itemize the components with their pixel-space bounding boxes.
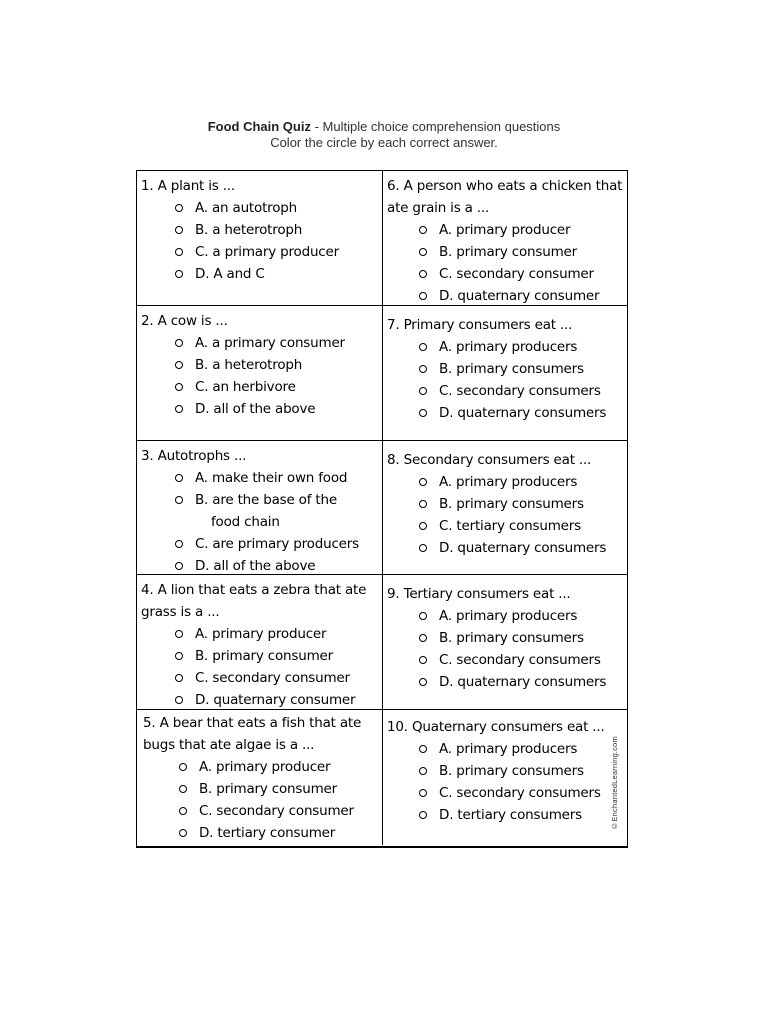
option-label: B. primary consumers bbox=[439, 630, 584, 646]
empty-circle-icon[interactable] bbox=[419, 678, 427, 686]
option-item[interactable] bbox=[173, 219, 378, 241]
empty-circle-icon[interactable] bbox=[175, 361, 183, 369]
option-item[interactable] bbox=[417, 804, 624, 826]
option-item[interactable] bbox=[417, 627, 624, 649]
option-item[interactable] bbox=[417, 671, 624, 693]
empty-circle-icon[interactable] bbox=[175, 339, 183, 347]
empty-circle-icon[interactable] bbox=[175, 540, 183, 548]
option-item[interactable] bbox=[417, 471, 624, 493]
option-item[interactable] bbox=[173, 533, 378, 555]
option-item[interactable] bbox=[417, 537, 624, 559]
option-label: A. primary producers bbox=[439, 741, 578, 757]
option-label: A. primary producers bbox=[439, 474, 578, 490]
empty-circle-icon[interactable] bbox=[419, 745, 427, 753]
option-label: C. a primary producer bbox=[195, 244, 339, 260]
option-item[interactable] bbox=[173, 263, 378, 285]
question-10-options bbox=[387, 738, 624, 826]
option-label: C. are primary producers bbox=[195, 536, 359, 552]
question-3-prompt: 3. Autotrophs ... bbox=[141, 448, 247, 464]
option-item[interactable] bbox=[173, 645, 378, 667]
option-label: C. an herbivore bbox=[195, 379, 296, 395]
option-label: A. an autotroph bbox=[195, 200, 298, 216]
quiz-title-bold: Food Chain Quiz bbox=[207, 119, 311, 134]
option-item[interactable] bbox=[417, 493, 624, 515]
quiz-table bbox=[136, 170, 628, 848]
option-item[interactable] bbox=[417, 380, 624, 402]
option-label: A. make their own food bbox=[195, 470, 348, 486]
option-label: D. quaternary consumer bbox=[439, 288, 600, 304]
option-label: C. tertiary consumers bbox=[439, 518, 581, 534]
empty-circle-icon[interactable] bbox=[175, 474, 183, 482]
option-label: A. primary producers bbox=[439, 608, 578, 624]
empty-circle-icon[interactable] bbox=[419, 544, 427, 552]
option-item[interactable] bbox=[173, 354, 378, 376]
empty-circle-icon[interactable] bbox=[175, 248, 183, 256]
option-item[interactable] bbox=[417, 605, 624, 627]
empty-circle-icon[interactable] bbox=[419, 387, 427, 395]
option-item[interactable] bbox=[173, 467, 378, 489]
option-item[interactable] bbox=[177, 756, 378, 778]
question-3-options bbox=[141, 467, 378, 575]
question-6-prompt: 6. A person who eats a chicken that ate grain is a ... bbox=[387, 178, 623, 216]
option-item[interactable] bbox=[177, 822, 378, 844]
option-item[interactable] bbox=[173, 689, 378, 710]
empty-circle-icon[interactable] bbox=[419, 634, 427, 642]
option-item[interactable] bbox=[417, 760, 624, 782]
empty-circle-icon[interactable] bbox=[419, 478, 427, 486]
option-label: D. tertiary consumers bbox=[439, 807, 582, 823]
option-item[interactable] bbox=[173, 555, 378, 575]
empty-circle-icon[interactable] bbox=[419, 789, 427, 797]
question-2-cell bbox=[137, 306, 383, 441]
question-9-cell bbox=[383, 575, 628, 710]
empty-circle-icon[interactable] bbox=[175, 562, 183, 570]
option-label: A. primary producer bbox=[199, 759, 331, 775]
option-item[interactable] bbox=[177, 800, 378, 822]
option-item[interactable] bbox=[417, 358, 624, 380]
option-label: B. a heterotroph bbox=[195, 222, 303, 238]
question-2-prompt: 2. A cow is ... bbox=[141, 313, 228, 329]
option-item[interactable] bbox=[417, 782, 624, 804]
empty-circle-icon[interactable] bbox=[419, 365, 427, 373]
option-item[interactable] bbox=[417, 219, 624, 241]
option-label: A. a primary consumer bbox=[195, 335, 345, 351]
option-item[interactable] bbox=[417, 649, 624, 671]
option-item[interactable] bbox=[417, 285, 624, 306]
question-5-options bbox=[143, 756, 378, 844]
question-8-cell bbox=[383, 441, 628, 575]
option-label: C. secondary consumers bbox=[439, 785, 601, 801]
empty-circle-icon[interactable] bbox=[419, 500, 427, 508]
option-item[interactable] bbox=[173, 398, 378, 420]
empty-circle-icon[interactable] bbox=[175, 226, 183, 234]
option-item[interactable] bbox=[177, 778, 378, 800]
empty-circle-icon[interactable] bbox=[175, 383, 183, 391]
option-label: D. tertiary consumer bbox=[199, 825, 336, 841]
option-label: C. secondary consumer bbox=[195, 670, 350, 686]
option-item[interactable] bbox=[417, 336, 624, 358]
question-7-options bbox=[387, 336, 624, 424]
option-item[interactable] bbox=[417, 402, 624, 424]
option-label: B. primary consumers bbox=[439, 496, 584, 512]
option-label: D. A and C bbox=[195, 266, 265, 282]
option-item[interactable] bbox=[173, 332, 378, 354]
option-label: D. all of the above bbox=[195, 558, 316, 574]
question-4-prompt: 4. A lion that eats a zebra that ate grass is a ... bbox=[141, 582, 367, 620]
option-label: C. secondary consumer bbox=[439, 266, 594, 282]
empty-circle-icon[interactable] bbox=[419, 248, 427, 256]
option-label: C. secondary consumers bbox=[439, 652, 601, 668]
option-label: B. are the base of the bbox=[195, 492, 337, 508]
empty-circle-icon[interactable] bbox=[419, 522, 427, 530]
question-2-options bbox=[141, 332, 378, 420]
option-item[interactable] bbox=[173, 623, 378, 645]
question-7-cell bbox=[383, 306, 628, 441]
option-label: B. primary consumer bbox=[195, 648, 334, 664]
question-5-cell bbox=[137, 710, 383, 845]
empty-circle-icon[interactable] bbox=[175, 496, 183, 504]
question-5-prompt: 5. A bear that eats a fish that ate bugs that ate algae is a ... bbox=[143, 715, 362, 753]
question-1-cell bbox=[137, 171, 383, 306]
empty-circle-icon[interactable] bbox=[179, 763, 187, 771]
option-label: B. primary consumers bbox=[439, 763, 584, 779]
question-8-prompt: 8. Secondary consumers eat ... bbox=[387, 452, 592, 468]
option-item[interactable] bbox=[173, 241, 378, 263]
empty-circle-icon[interactable] bbox=[175, 405, 183, 413]
option-item[interactable] bbox=[417, 241, 624, 263]
option-label: B. primary consumer bbox=[199, 781, 338, 797]
empty-circle-icon[interactable] bbox=[419, 811, 427, 819]
quiz-instructions: Color the circle by each correct answer. bbox=[270, 135, 498, 150]
option-label: A. primary producer bbox=[439, 222, 571, 238]
option-label: A. primary producer bbox=[195, 626, 327, 642]
option-item[interactable] bbox=[173, 376, 378, 398]
empty-circle-icon[interactable] bbox=[175, 696, 183, 704]
quiz-header bbox=[0, 119, 768, 151]
option-label: C. secondary consumer bbox=[199, 803, 354, 819]
question-4-options bbox=[141, 623, 378, 710]
option-label: D. quaternary consumer bbox=[195, 692, 356, 708]
option-label: B. a heterotroph bbox=[195, 357, 303, 373]
option-label: D. all of the above bbox=[195, 401, 316, 417]
option-item[interactable] bbox=[173, 197, 378, 219]
copyright-notice: ©EnchantedLearning.com bbox=[610, 736, 619, 831]
question-6-options bbox=[387, 219, 624, 306]
question-10-prompt: 10. Quaternary consumers eat ... bbox=[387, 719, 605, 735]
empty-circle-icon[interactable] bbox=[179, 807, 187, 815]
quiz-title bbox=[0, 119, 768, 135]
quiz-title-rest: - Multiple choice comprehension questions bbox=[310, 119, 561, 134]
question-9-options bbox=[387, 605, 624, 693]
empty-circle-icon[interactable] bbox=[419, 656, 427, 664]
empty-circle-icon[interactable] bbox=[419, 270, 427, 278]
option-item[interactable] bbox=[173, 489, 378, 533]
empty-circle-icon[interactable] bbox=[419, 292, 427, 300]
empty-circle-icon[interactable] bbox=[175, 652, 183, 660]
option-label: B. primary consumers bbox=[439, 361, 584, 377]
empty-circle-icon[interactable] bbox=[419, 226, 427, 234]
option-item[interactable] bbox=[417, 263, 624, 285]
option-label: D. quaternary consumers bbox=[439, 405, 607, 421]
question-1-options bbox=[141, 197, 378, 285]
empty-circle-icon[interactable] bbox=[175, 630, 183, 638]
option-label: B. primary consumer bbox=[439, 244, 578, 260]
option-label: A. primary producers bbox=[439, 339, 578, 355]
empty-circle-icon[interactable] bbox=[419, 767, 427, 775]
question-8-options bbox=[387, 471, 624, 559]
question-7-prompt: 7. Primary consumers eat ... bbox=[387, 317, 573, 333]
empty-circle-icon[interactable] bbox=[419, 343, 427, 351]
option-label: C. secondary consumers bbox=[439, 383, 601, 399]
option-label-continuation: food chain bbox=[211, 514, 280, 530]
empty-circle-icon[interactable] bbox=[419, 409, 427, 417]
empty-circle-icon[interactable] bbox=[179, 829, 187, 837]
option-item[interactable] bbox=[417, 738, 624, 760]
empty-circle-icon[interactable] bbox=[175, 204, 183, 212]
option-label: D. quaternary consumers bbox=[439, 674, 607, 690]
empty-circle-icon[interactable] bbox=[419, 612, 427, 620]
option-label: D. quaternary consumers bbox=[439, 540, 607, 556]
empty-circle-icon[interactable] bbox=[175, 674, 183, 682]
question-3-cell bbox=[137, 441, 383, 575]
question-4-cell bbox=[137, 575, 383, 710]
option-item[interactable] bbox=[173, 667, 378, 689]
option-item[interactable] bbox=[417, 515, 624, 537]
question-10-cell bbox=[383, 710, 628, 845]
question-6-cell bbox=[383, 171, 628, 306]
question-1-prompt: 1. A plant is ... bbox=[141, 178, 235, 194]
empty-circle-icon[interactable] bbox=[179, 785, 187, 793]
empty-circle-icon[interactable] bbox=[175, 270, 183, 278]
question-9-prompt: 9. Tertiary consumers eat ... bbox=[387, 586, 571, 602]
